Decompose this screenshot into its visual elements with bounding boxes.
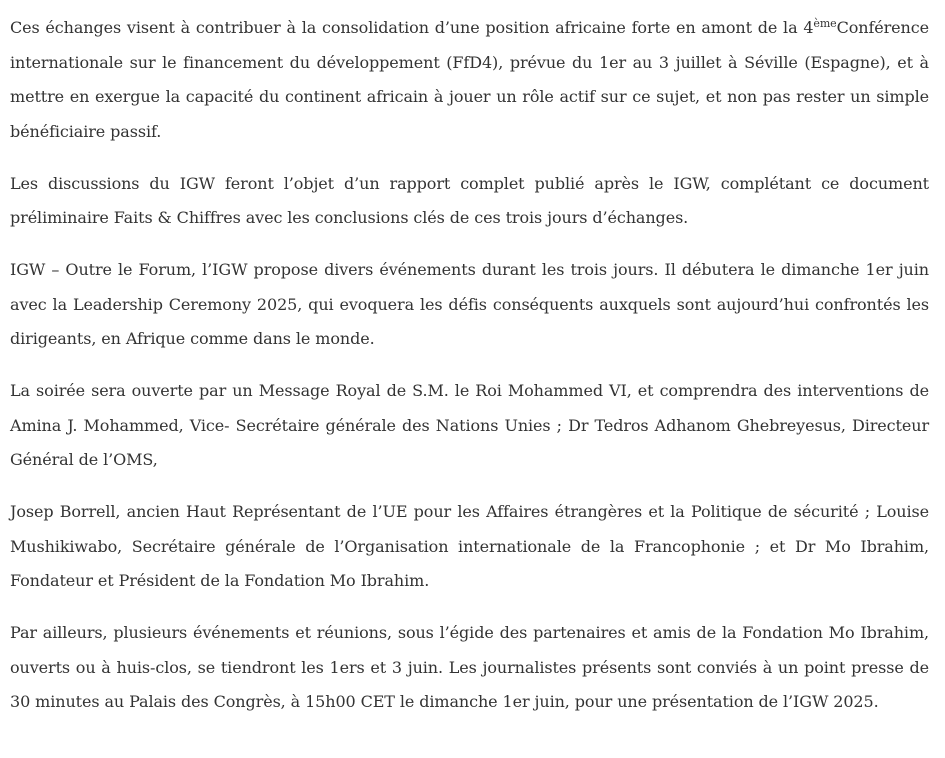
ordinal-suffix: ème	[813, 17, 837, 30]
paragraph-lead-text: Ces échanges visent à contribuer à la consolidation d’une position africaine forte en amont de la	[10, 18, 804, 37]
paragraph-speakers-part2: Josep Borrell, ancien Haut Représentant de l’UE pour les Affaires étrangères et la Politique de sécurité ; Louise Mushikiwabo, Secrétaire générale de l’Organisation internationale de la Francophonie ; et Dr Mo Ibrahim, Fondateur et Président de la Fondation Mo Ibrahim.	[10, 502, 929, 590]
ordinal-number: 4	[803, 18, 814, 37]
paragraph-leadership-ceremony: IGW – Outre le Forum, l’IGW propose divers événements durant les trois jours. Il débutera le dimanche 1er juin avec la Leadership Ceremony 2025, qui evoquera les défis conséquents auxquels sont aujourd’hui confrontés les dirigeants, en Afrique comme dans le monde.	[10, 260, 929, 348]
paragraph-ffd4-context	[10, 11, 929, 149]
paragraph-report: Les discussions du IGW feront l’objet d’un rapport complet publié après le IGW, complétant ce document préliminaire Faits & Chiffres avec les conclusions clés de ces trois jours d’échanges.	[10, 173, 929, 227]
paragraph-rest-text: Conférence internationale sur le financement du développement (FfD4), prévue du 1er au 3 juillet à Séville (Espagne), et à mettre en exergue la capacité du continent africain à jouer un rôle actif sur ce sujet, et non pas rester un simple bénéficiaire passif.	[10, 18, 929, 141]
paragraph-speakers-part1: La soirée sera ouverte par un Message Royal de S.M. le Roi Mohammed VI, et comprendra des interventions de Amina J. Mohammed, Vice- Secrétaire générale des Nations Unies ; Dr Tedros Adhanom Ghebreyesus, Directeur Général de l’OMS,	[10, 381, 929, 469]
paragraph-side-events: Par ailleurs, plusieurs événements et réunions, sous l’égide des partenaires et amis de la Fondation Mo Ibrahim, ouverts ou à huis-clos, se tiendront les 1ers et 3 juin. Les journalistes présents sont conviés à un point presse de 30 minutes au Palais des Congrès, à 15h00 CET le dimanche 1er juin, pour une présentation de l’IGW 2025.	[10, 623, 929, 711]
